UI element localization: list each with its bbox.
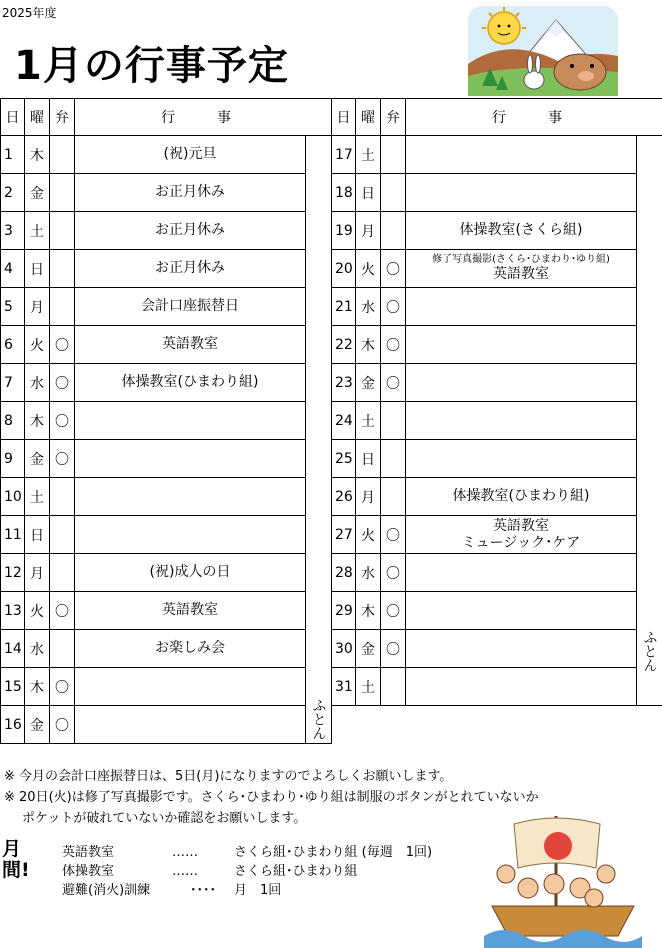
weekday: 金 [25, 440, 50, 478]
event-cell [406, 402, 637, 440]
calendar-row [1, 554, 332, 592]
event-cell [75, 402, 306, 440]
event-text: (祝)成人の日 [149, 564, 231, 580]
lunch-mark: 〇 [50, 668, 75, 706]
event-text: 会計口座振替日 [141, 298, 239, 314]
fiscal-year: 2025年度 [2, 6, 57, 20]
event-cell [75, 212, 306, 250]
calendar-row [332, 364, 662, 402]
lunch-mark: 〇 [50, 326, 75, 364]
event-text: 体操教室(ひまわり組) [121, 374, 259, 390]
schedule-item-dots: ････ [190, 883, 216, 898]
lunch-mark [50, 250, 75, 288]
lunch-mark [381, 402, 406, 440]
lunch-mark: 〇 [381, 630, 406, 668]
calendar-row [332, 440, 662, 478]
weekday: 金 [25, 174, 50, 212]
calendar-row [332, 288, 662, 326]
weekday: 木 [25, 136, 50, 174]
note-line: ※ 20日(火)は修了写真撮影です。さくら･ひまわり･ゆり組は制服のボタンがとれていないか [4, 790, 539, 805]
day-number: 29 [332, 592, 356, 630]
calendar-table-left [0, 98, 332, 744]
weekday: 水 [25, 364, 50, 402]
day-number: 25 [332, 440, 356, 478]
lunch-mark: 〇 [381, 250, 406, 288]
day-number: 18 [332, 174, 356, 212]
weekday: 日 [25, 250, 50, 288]
day-number: 12 [1, 554, 25, 592]
event-cell [75, 630, 306, 668]
day-number: 31 [332, 668, 356, 706]
day-number: 4 [1, 250, 25, 288]
day-number: 23 [332, 364, 356, 402]
note-line: ポケットが破れていないか確認をお願いします。 [22, 811, 307, 826]
event-cell [75, 478, 306, 516]
calendar-row [332, 516, 662, 554]
lunch-mark: 〇 [50, 364, 75, 402]
futon-label-text: ふとん [310, 698, 327, 740]
calendar-row [1, 250, 332, 288]
lunch-mark [381, 212, 406, 250]
lunch-mark [50, 478, 75, 516]
event-cell [75, 174, 306, 212]
day-number: 15 [1, 668, 25, 706]
calendar-row [1, 402, 332, 440]
futon-label [637, 136, 662, 706]
weekday: 木 [356, 326, 381, 364]
futon-label [306, 136, 332, 744]
col-event-header: 行 事 [406, 99, 662, 136]
calendar-row [332, 478, 662, 516]
day-number: 5 [1, 288, 25, 326]
event-cell [406, 326, 637, 364]
calendar-row [1, 592, 332, 630]
day-number: 16 [1, 706, 25, 744]
event-cell [406, 136, 637, 174]
lunch-mark [381, 440, 406, 478]
event-cell [75, 554, 306, 592]
event-cell [406, 592, 637, 630]
lunch-mark [381, 136, 406, 174]
lunch-mark [50, 174, 75, 212]
lunch-mark: 〇 [50, 706, 75, 744]
event-cell [406, 364, 637, 402]
lunch-mark: 〇 [381, 288, 406, 326]
weekday: 金 [25, 706, 50, 744]
event-cell [406, 478, 637, 516]
lunch-mark [50, 212, 75, 250]
weekday: 水 [25, 630, 50, 668]
futon-label-text: ふとん [641, 630, 658, 672]
event-cell [75, 288, 306, 326]
lunch-mark: 〇 [381, 592, 406, 630]
event-cell [406, 288, 637, 326]
schedule-item-name: 避難(消火)訓練 [62, 883, 151, 898]
event-text: 英語教室 [162, 336, 218, 352]
event-cell [406, 668, 637, 706]
schedule-item-dots: …… [172, 845, 198, 860]
calendar-row [1, 478, 332, 516]
weekday: 木 [25, 668, 50, 706]
lunch-mark: 〇 [50, 402, 75, 440]
calendar-row [1, 212, 332, 250]
weekday: 水 [356, 288, 381, 326]
calendar-row [1, 174, 332, 212]
event-note: 修了写真撮影(さくら･ひまわり･ゆり組) [432, 254, 610, 265]
weekday: 火 [25, 326, 50, 364]
col-event-header: 行 事 [75, 99, 332, 136]
event-cell [406, 630, 637, 668]
calendar-row [1, 668, 332, 706]
calendar-row [332, 212, 662, 250]
event-text: お正月休み [155, 222, 225, 238]
lunch-mark: 〇 [381, 326, 406, 364]
weekday: 土 [356, 402, 381, 440]
calendar-row [332, 402, 662, 440]
calendar-row [332, 326, 662, 364]
event-cell [406, 554, 637, 592]
lunch-mark: 〇 [381, 364, 406, 402]
weekday: 月 [25, 554, 50, 592]
treasure-ship-seven-gods-illustration [484, 808, 642, 948]
schedule-item-detail: さくら組･ひまわり組 [234, 864, 358, 879]
day-number: 21 [332, 288, 356, 326]
calendar-table-right [331, 98, 662, 706]
weekday: 土 [25, 478, 50, 516]
event-cell [75, 706, 306, 744]
calendar-row [332, 668, 662, 706]
event-cell [75, 440, 306, 478]
event-text: ミュージック･ケア [461, 534, 581, 551]
day-number: 13 [1, 592, 25, 630]
calendar-row [332, 592, 662, 630]
day-number: 19 [332, 212, 356, 250]
calendar-row [1, 706, 332, 744]
calendar-row [1, 326, 332, 364]
weekday: 金 [356, 630, 381, 668]
lunch-mark [381, 174, 406, 212]
event-cell [75, 668, 306, 706]
schedule-item-dots: …… [172, 864, 198, 879]
calendar-row [332, 630, 662, 668]
notes-section [4, 766, 539, 829]
calendar-row [332, 554, 662, 592]
event-cell [406, 250, 637, 288]
calendar-row [332, 174, 662, 212]
event-text: 英語教室 [493, 266, 549, 282]
event-cell [406, 212, 637, 250]
weekday: 土 [356, 136, 381, 174]
schedule-item-name: 英語教室 [62, 845, 115, 860]
day-number: 1 [1, 136, 25, 174]
event-cell [75, 326, 306, 364]
event-cell [75, 364, 306, 402]
calendar-row [1, 136, 332, 174]
lunch-mark [381, 668, 406, 706]
schedule-item-name: 体操教室 [62, 864, 115, 879]
lunch-mark [381, 478, 406, 516]
calendar-row [332, 136, 662, 174]
day-number: 2 [1, 174, 25, 212]
event-cell [75, 516, 306, 554]
day-number: 14 [1, 630, 25, 668]
calendar-row [1, 516, 332, 554]
event-cell [406, 174, 637, 212]
event-cell [75, 136, 306, 174]
day-number: 30 [332, 630, 356, 668]
day-number: 22 [332, 326, 356, 364]
day-number: 7 [1, 364, 25, 402]
event-text: (祝)元旦 [163, 146, 217, 162]
schedule-heading: 月間! [2, 838, 30, 881]
weekday: 火 [356, 250, 381, 288]
event-cell [406, 516, 637, 554]
day-number: 9 [1, 440, 25, 478]
day-number: 28 [332, 554, 356, 592]
page-title: 1月の行事予定 [14, 43, 289, 89]
event-text: 体操教室(ひまわり組) [452, 488, 590, 504]
weekday: 金 [356, 364, 381, 402]
day-number: 8 [1, 402, 25, 440]
weekday: 水 [356, 554, 381, 592]
day-number: 17 [332, 136, 356, 174]
weekday: 月 [356, 212, 381, 250]
lunch-mark [50, 136, 75, 174]
col-day-header: 日 [1, 99, 25, 136]
weekday: 月 [356, 478, 381, 516]
col-weekday-header: 曜 [25, 99, 50, 136]
day-number: 24 [332, 402, 356, 440]
calendar-header-row [332, 99, 662, 136]
day-number: 27 [332, 516, 356, 554]
event-text: 体操教室(さくら組) [459, 222, 583, 238]
event-cell [406, 440, 637, 478]
calendar-row [1, 630, 332, 668]
day-number: 26 [332, 478, 356, 516]
weekday: 火 [356, 516, 381, 554]
calendar-row [1, 440, 332, 478]
col-lunch-header: 弁 [50, 99, 75, 136]
calendar-row [332, 250, 662, 288]
weekday: 木 [25, 402, 50, 440]
col-weekday-header: 曜 [356, 99, 381, 136]
note-line: ※ 今月の会計口座振替日は、5日(月)になりますのでよろしくお願いします。 [4, 769, 453, 784]
day-number: 10 [1, 478, 25, 516]
weekday: 日 [25, 516, 50, 554]
event-text: お楽しみ会 [155, 640, 225, 656]
lunch-mark [50, 288, 75, 326]
weekday: 火 [25, 592, 50, 630]
weekday: 日 [356, 440, 381, 478]
event-text: お正月休み [155, 184, 225, 200]
calendar-header-row [1, 99, 332, 136]
event-text: 英語教室 [162, 602, 218, 618]
lunch-mark: 〇 [381, 554, 406, 592]
day-number: 6 [1, 326, 25, 364]
event-cell [75, 250, 306, 288]
weekday: 日 [356, 174, 381, 212]
lunch-mark [50, 554, 75, 592]
weekday: 土 [356, 668, 381, 706]
event-cell [75, 592, 306, 630]
lunch-mark: 〇 [381, 516, 406, 554]
lunch-mark [50, 630, 75, 668]
lunch-mark: 〇 [50, 440, 75, 478]
event-text: 英語教室 [493, 517, 549, 534]
weekday: 木 [356, 592, 381, 630]
day-number: 3 [1, 212, 25, 250]
weekday: 土 [25, 212, 50, 250]
day-number: 11 [1, 516, 25, 554]
lunch-mark [50, 516, 75, 554]
calendar-row [1, 364, 332, 402]
schedule-item-detail: 月 1回 [234, 883, 282, 898]
sun-mountain-animals-illustration [468, 6, 618, 96]
weekday: 月 [25, 288, 50, 326]
event-text: お正月休み [155, 260, 225, 276]
day-number: 20 [332, 250, 356, 288]
col-lunch-header: 弁 [381, 99, 406, 136]
calendar-row [1, 288, 332, 326]
col-day-header: 日 [332, 99, 356, 136]
schedule-item-detail: さくら組･ひまわり組 (毎週 1回) [234, 845, 433, 860]
lunch-mark: 〇 [50, 592, 75, 630]
